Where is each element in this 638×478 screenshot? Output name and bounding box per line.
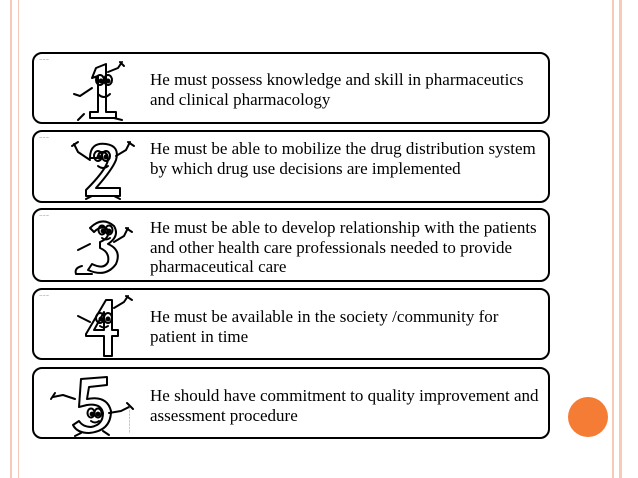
- item-text: He must possess knowledge and skill in pharmaceutics and clinical pharmacology: [150, 70, 524, 109]
- tiny-mark: ~~~: [39, 213, 50, 218]
- svg-text:~~~~~~~~: ~~~~~~~~: [127, 406, 132, 433]
- list-item: [32, 52, 550, 124]
- tiny-mark: ~~~: [39, 135, 50, 140]
- right-border-stripe: [612, 0, 614, 478]
- tiny-mark: ~~~: [39, 57, 50, 62]
- right-border-stripe-thick: [619, 0, 622, 478]
- cartoon-number-5-icon: [38, 373, 146, 437]
- cartoon-number-4-icon: [56, 294, 146, 358]
- item-text: He should have commitment to quality improvement and assessment procedure: [150, 386, 539, 425]
- cartoon-number-1-icon: [56, 58, 146, 122]
- item-text: He must be able to mobilize the drug distribution system by which drug use decisions are implemented: [150, 139, 536, 178]
- list-item: [32, 208, 550, 282]
- left-border-stripe: [10, 0, 12, 478]
- item-text: He must be able to develop relationship with the patients and other health care professionals needed to provide pharmaceutical care: [150, 218, 537, 276]
- list-item: [32, 288, 550, 360]
- tiny-mark: ~~~: [39, 293, 50, 298]
- left-border-stripe-thin: [18, 0, 19, 478]
- cartoon-number-2-icon: [56, 136, 146, 200]
- list-item: [32, 130, 550, 203]
- cartoon-number-3-icon: [56, 214, 146, 278]
- item-text: He must be available in the society /community for patient in time: [150, 307, 499, 346]
- accent-dot: [568, 397, 608, 437]
- list-item: [32, 367, 550, 439]
